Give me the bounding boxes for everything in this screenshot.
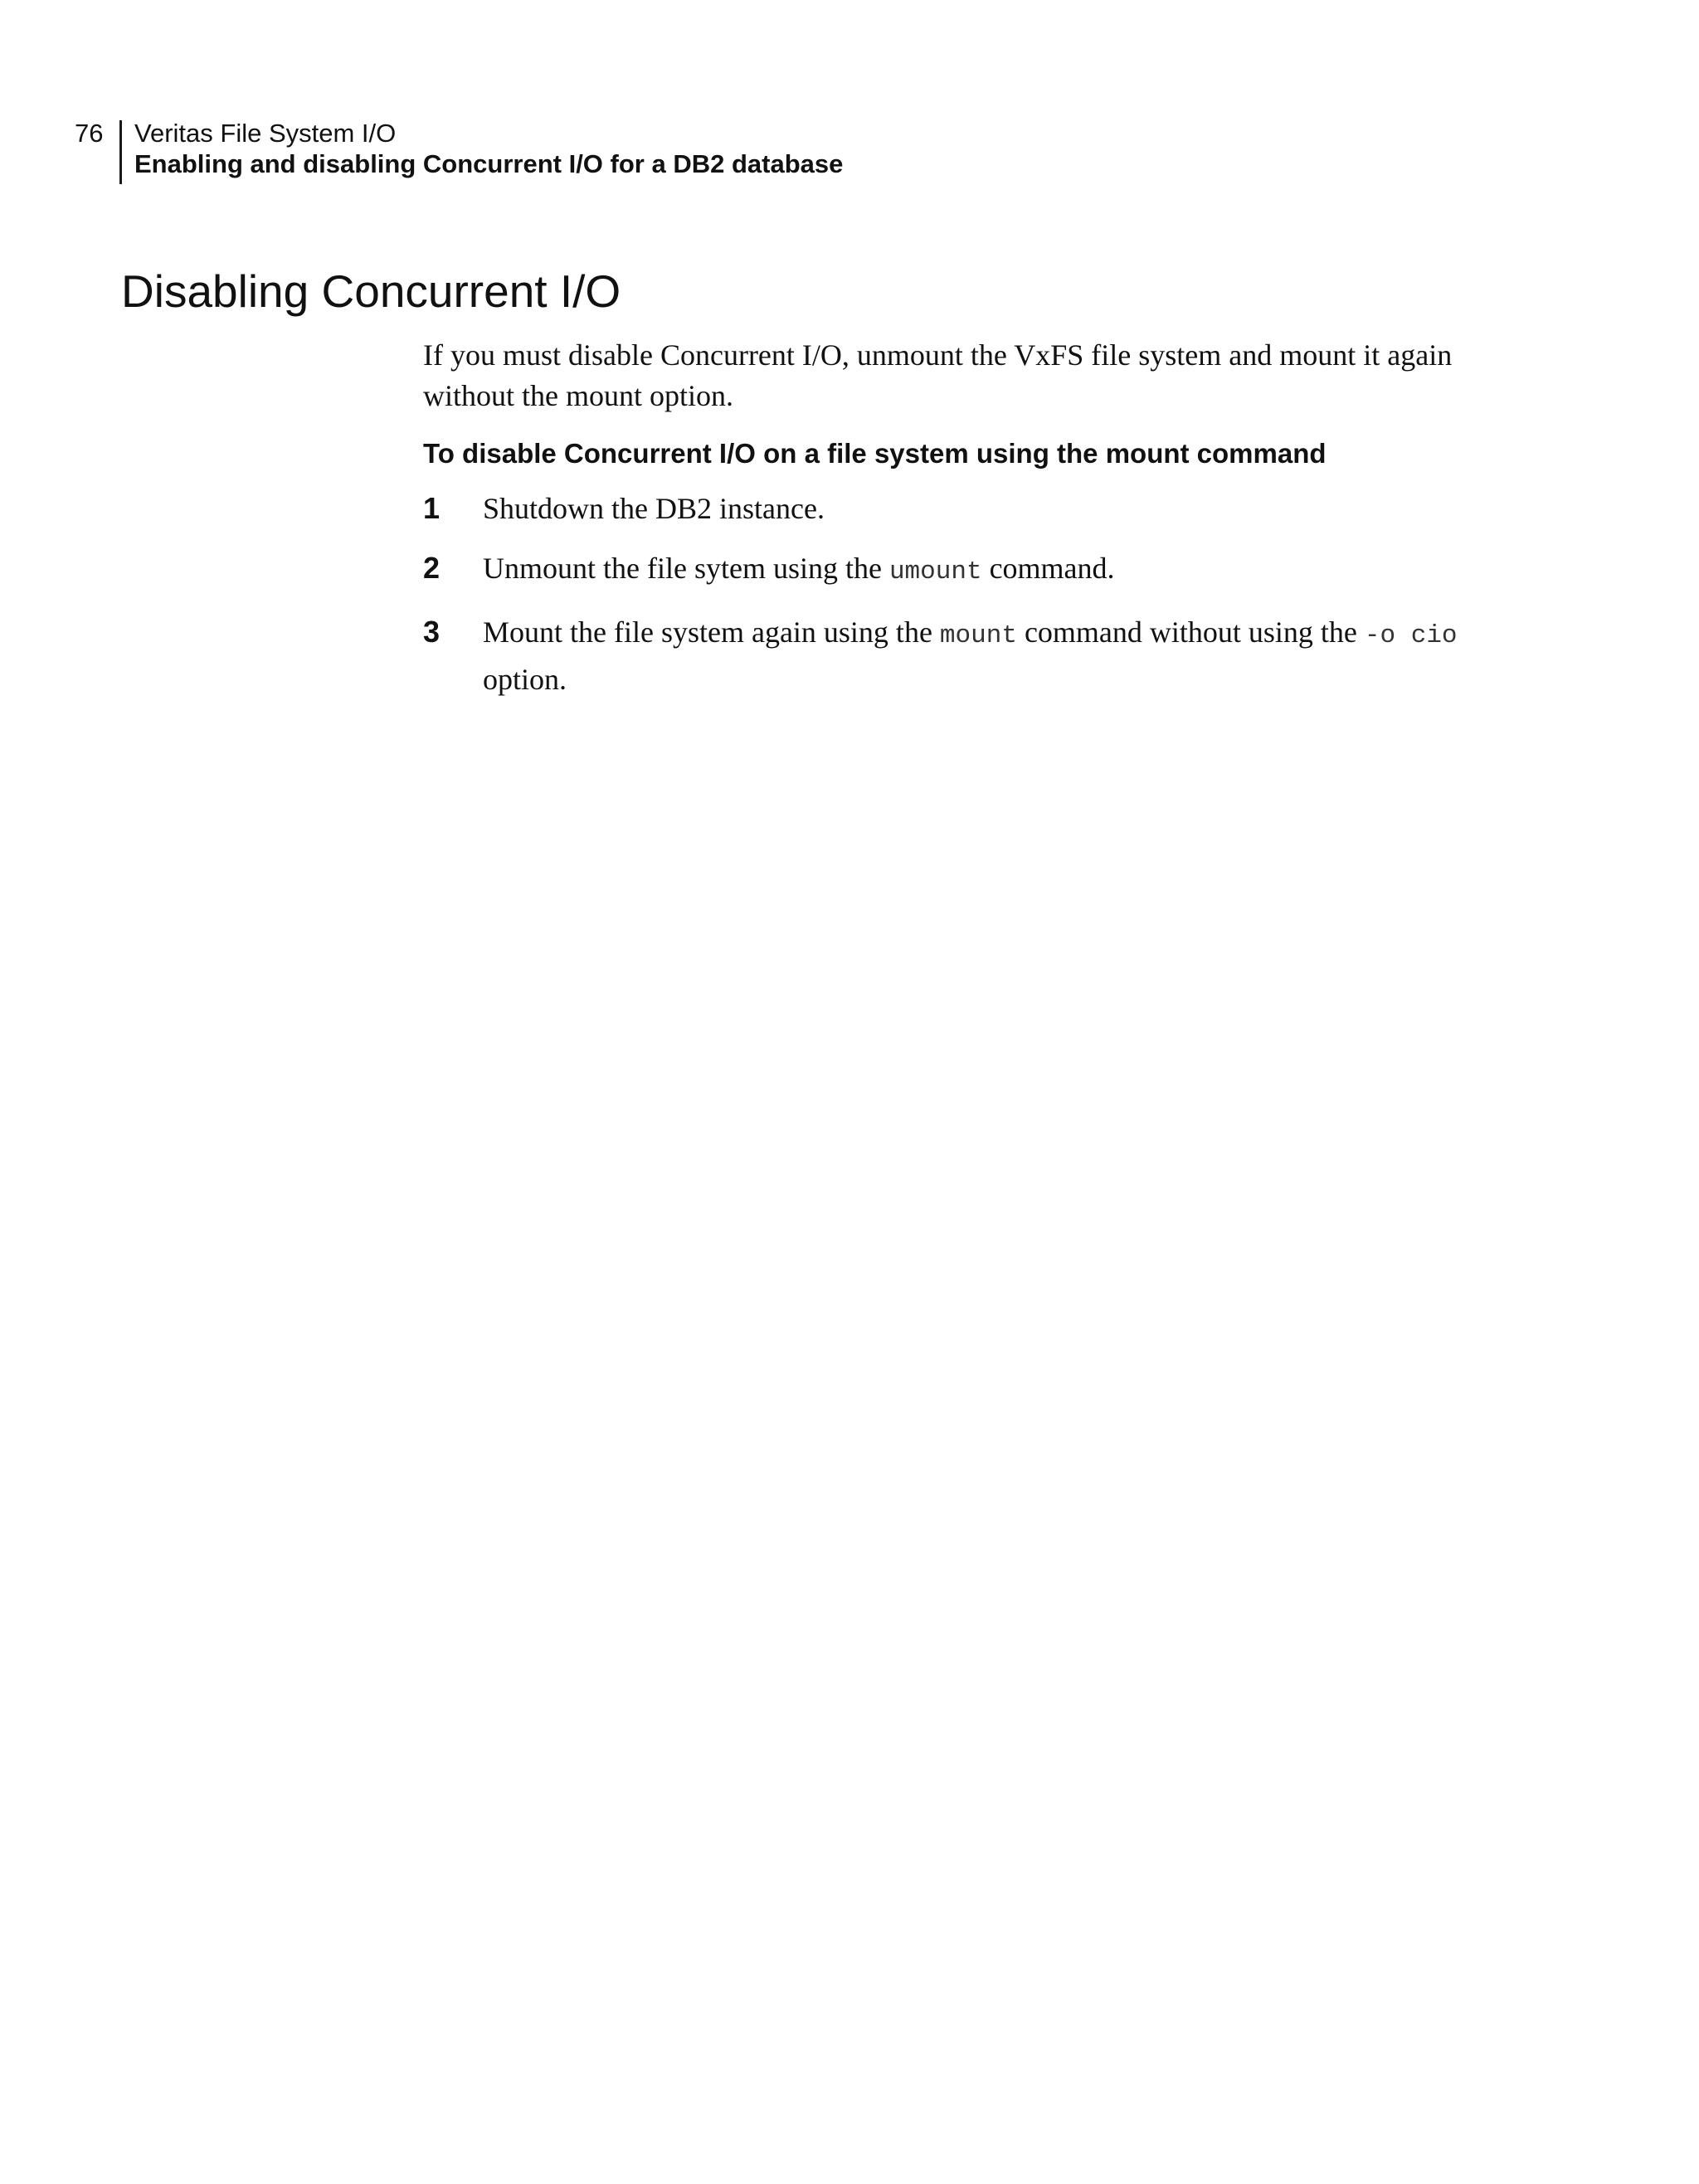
step-number: 2	[423, 551, 441, 585]
step-text-after: option.	[483, 663, 567, 696]
section-title: Disabling Concurrent I/O	[121, 265, 621, 317]
intro-paragraph: If you must disable Concurrent I/O, unmount the VxFS file system and mount it again without the mount option.	[423, 338, 1453, 412]
step-2	[423, 547, 1535, 594]
step-1	[423, 487, 1535, 530]
step-text-before: Unmount the file sytem using the	[483, 552, 889, 585]
body-column	[423, 335, 1535, 717]
header-section-title: Enabling and disabling Concurrent I/O for a DB2 database	[134, 149, 844, 178]
code-umount: umount	[888, 557, 982, 586]
step-text	[483, 552, 1115, 585]
step-text-middle: command without using the	[1016, 615, 1365, 649]
header-divider	[119, 120, 122, 184]
page-number: 76	[75, 119, 104, 148]
step-text-before: Mount the file system again using the	[483, 615, 940, 649]
header-chapter-title: Veritas File System I/O	[134, 119, 397, 148]
step-number: 3	[423, 615, 441, 649]
step-text-after: command.	[981, 552, 1115, 585]
header-text	[134, 119, 843, 180]
step-number: 1	[423, 491, 441, 525]
procedure-title: To disable Concurrent I/O on a file system using the mount command	[423, 438, 1327, 469]
procedure-steps	[423, 487, 1535, 701]
step-3	[423, 610, 1535, 701]
step-text	[483, 615, 1458, 696]
code-mount: mount	[939, 621, 1017, 650]
step-text: Shutdown the DB2 instance.	[483, 492, 825, 525]
code-option: -o cio	[1364, 621, 1458, 650]
